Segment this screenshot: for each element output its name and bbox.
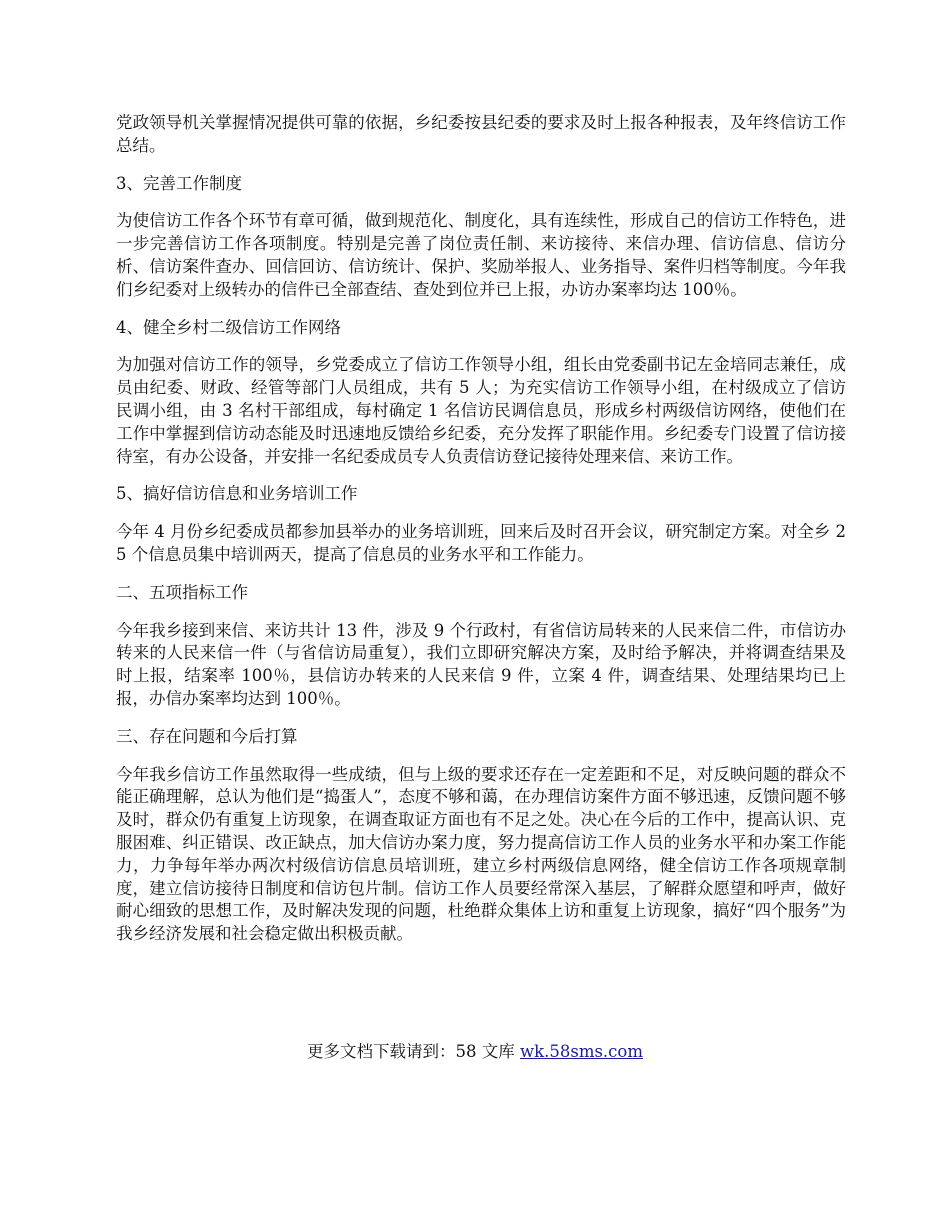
section-heading-two: 二、五项指标工作 — [116, 582, 248, 602]
section-heading-three: 三、存在问题和今后打算 — [116, 726, 298, 746]
paragraph-4: 今年 4 月份乡纪委成员都参加县举办的业务培训班，回来后及时召开会议，研究制定方案。对全乡 25 个信息员集中培训两天，提高了信息员的业务水平和工作能力。 — [116, 522, 846, 564]
section-heading-5: 5、搞好信访信息和业务培训工作 — [116, 484, 358, 504]
paragraph-2: 为使信访工作各个环节有章可循，做到规范化、制度化，具有连续性，形成自己的信访工作特色，进一步完善信访工作各项制度。特别是完善了岗位责任制、来访接待、来信办理、信访信息、信访分析、信访案件查办、回信回访、信访统计、保护、奖励举报人、业务指导、案件归档等制度。今年我们乡纪委对上级转办的信件已全部查结、查处到位并已上报，办访办案率均达 100％。 — [116, 211, 846, 299]
footer-prefix: 更多文档下载请到：58 文库 — [306, 1042, 520, 1061]
document-body — [116, 112, 846, 961]
paragraph-3: 为加强对信访工作的领导，乡党委成立了信访工作领导小组，组长由党委副书记左金培同志兼任，成员由纪委、财政、经管等部门人员组成，共有 5 人；为充实信访工作领导小组，在村级成立了信访民调小组，由 3 名村干部组成，每村确定 1 名信访民调信息员，形成乡村两级信访网络，使他们在工作中掌握到信访动态能及时迅速地反馈给乡纪委，充分发挥了职能作用。乡纪委专门设置了信访接待室，有办公设备，并安排一名纪委成员专人负责信访登记接待处理来信、来访工作。 — [116, 355, 846, 466]
section-heading-4: 4、健全乡村二级信访工作网络 — [116, 317, 341, 337]
paragraph-5: 今年我乡接到来信、来访共计 13 件，涉及 9 个行政村，有省信访局转来的人民来信二件，市信访办转来的人民来信一件（与省信访局重复），我们立即研究解决方案，及时给予解决，并将调查结果及时上报，结案率 100％，县信访办转来的人民来信 9 件，立案 4 件，调查结果、处理结果均已上报，办信办案率均达到 100％。 — [116, 620, 846, 708]
section-heading-3: 3、完善工作制度 — [116, 173, 242, 193]
paragraph-1: 党政领导机关掌握情况提供可靠的依据，乡纪委按县纪委的要求及时上报各种报表，及年终信访工作总结。 — [116, 113, 846, 155]
footer-link[interactable]: wk.58sms.com — [519, 1042, 643, 1061]
paragraph-6: 今年我乡信访工作虽然取得一些成绩，但与上级的要求还存在一定差距和不足，对反映问题的群众不能正确理解，总认为他们是“捣蛋人”，态度不够和蔼，在办理信访案件方面不够迅速，反馈问题不够及时，群众仍有重复上访现象，在调查取证方面也有不足之处。决心在今后的工作中，提高认识、克服困难、纠正错误、改正缺点，加大信访办案力度，努力提高信访工作人员的业务水平和办案工作能力，力争每年举办两次村级信访信息员培训班，建立乡村两级信息网络，健全信访工作各项规章制度，建立信访接待日制度和信访包片制。信访工作人员要经常深入基层，了解群众愿望和呼声，做好耐心细致的思想工作，及时解决发现的问题，杜绝群众集体上访和重复上访现象，搞好“四个服务”为我乡经济发展和社会稳定做出积极贡献。 — [116, 764, 846, 944]
download-footer — [0, 1040, 950, 1064]
